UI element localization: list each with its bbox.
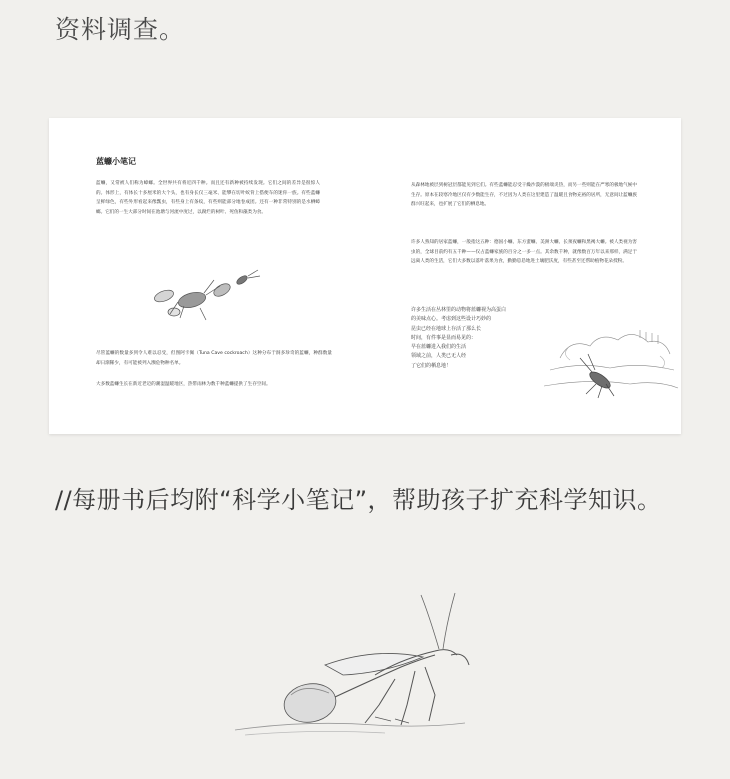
paragraph-habitat-continued: 从森林地被层到树冠层都能见到它们。有些蓝蠊能忍受干燥沙漠的极端炎热，而另一些则能在严寒的极地气候中生存。原本在较寒冷地区仅有少数能生存，不过因为人类在这里建造了温暖且食物充裕的居所，无意间让蓝蠊族群兴旺起来，也扩展了它们的栖息地。 — [411, 183, 637, 208]
page-title: 蓝蠊小笔记 — [96, 157, 136, 166]
paragraph-common-species: 许多人熟知的居家蓝蠊，一般指这五种：德国小蠊、东方蜚蠊、美洲大蠊、长须夜蠊和黑褐大蠊。被人类视为害虫的，全球目前约有五千种——仅占蓝蠊家族的百分之一多一点。其余数千种，就像数百万年以来那样，满足于远离人类的生活，它们大多数以落叶落果为食，勤勤恳恳地进土壤肥沃度，有些甚至还帮助植物花朵授粉。 — [411, 240, 637, 265]
intro-text: 资料调查。 — [55, 15, 186, 44]
poem-block — [411, 306, 506, 371]
poem-line: 领域之前，人类已无人经 — [411, 353, 467, 360]
book-spread — [49, 118, 681, 434]
paragraph-habitat: 大多数蓝蠊生长在新近老迈的潮湿温暖地区，热带雨林为数千种蓝蠊提供了生存空间。 — [96, 382, 271, 387]
poem-line: 的美味点心。考虑到这些设计巧妙的 — [411, 316, 492, 323]
poem-line: 许多生活在丛林里的动物将蓝蠊视为高蛋白 — [411, 307, 507, 313]
right-page — [365, 118, 681, 434]
poem-line: 早在蓝蠊进入我们的生活 — [411, 344, 467, 351]
poem-line: 时间，有件事是显而易见的： — [411, 334, 477, 341]
poem-line: 昆虫已经在地球上存活了那么长 — [411, 325, 482, 332]
landscape-cockroach-illustration — [540, 318, 680, 408]
left-page — [49, 118, 365, 434]
grasshopper-illustration — [225, 585, 495, 745]
poem-line: 了它们的栖息地！ — [411, 362, 452, 369]
paragraph-endangered: 尽管蓝蠊的数量多到令人难以忍受，但图阿卡佩（Tuna Cave cockroach）这种分布于洞多珍奇的蓝蠊，种群数量却日渐稀少，有可能被列入濒危物种名单。 — [96, 351, 332, 366]
paragraph-intro: 蓝蠊，又常被人们称为蟑螂。全世界共有将近四千种。而且还有新种被持续发现。它们之间的差异是很惊人的。体形上，有体长十多厘米的大个头，也有身长仅三毫米、能攀在切叶蚁背上搭便车的迷你一族。有些蓝蠊呈鲜绿色，有些外形看起来像瓢虫，有些身上有条纹，有些则能部分地卷成团。还有一种非常特别的是水栖蟑螂。它们的一生大部分时间在池塘与河流中度过，以腐烂的树叶、死鱼和藻类为食。 — [96, 181, 320, 216]
caption-text: //每册书后均附“科学小笔记”，帮助孩子扩充科学知识。 — [55, 486, 662, 514]
cockroach-group-illustration — [144, 268, 264, 328]
